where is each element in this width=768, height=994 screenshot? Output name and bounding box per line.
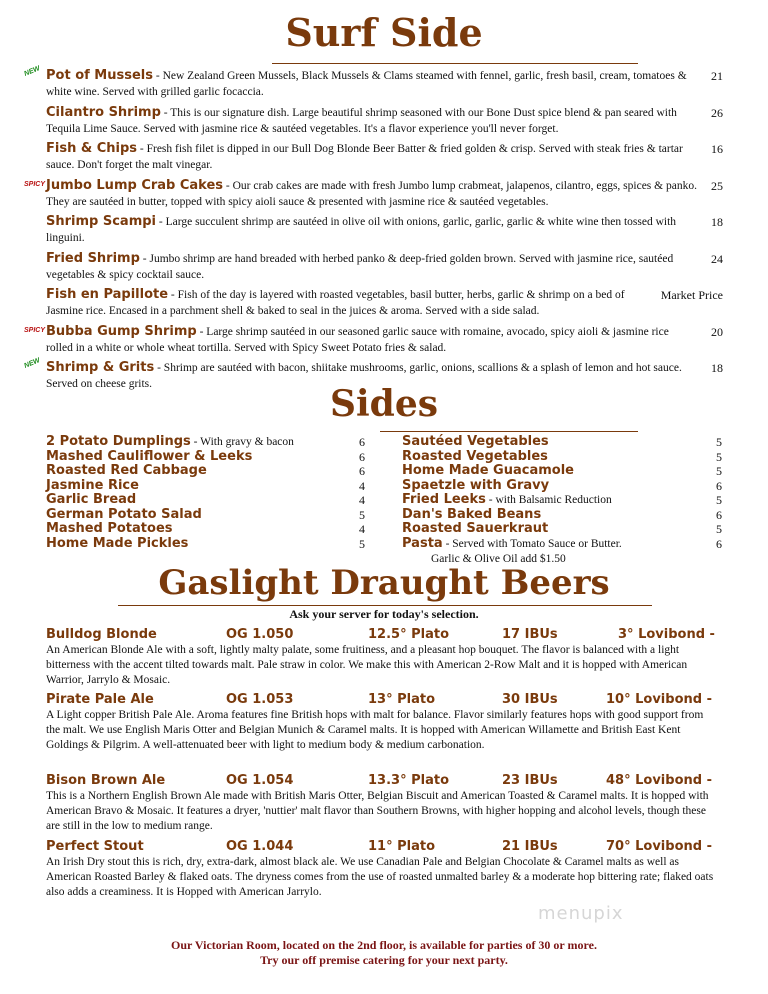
side-price: 5 xyxy=(716,464,722,478)
side-price: 4 xyxy=(359,493,365,507)
side-item xyxy=(46,464,207,479)
dish-description: - Our crab cakes are made with fresh Jumbo lump crabmeat, jalapenos, cilantro, eggs, spices & panko. They are sautéed in butter, topped with spicy aioli sauce & presented with jasmine rice & sautéed vegetables. xyxy=(46,180,697,208)
side-price: 5 xyxy=(716,449,722,464)
beer-plato: 13° Plato xyxy=(368,692,436,707)
side-item xyxy=(402,493,612,508)
beer-ibu: 17 IBUs xyxy=(502,627,558,642)
side-name: Jasmine Rice xyxy=(46,477,139,493)
dish-name: Shrimp & Grits xyxy=(46,360,155,375)
new-badge: NEW xyxy=(23,357,42,370)
beer-plato: 11° Plato xyxy=(368,839,436,854)
side-name: Roasted Sauerkraut xyxy=(402,521,549,536)
dish-description: - Large shrimp sautéed in our seasoned garlic sauce with romaine, avocado, spicy aioli & jasmine rice rolled in a white or whole wheat tortilla. Served with Spicy Sweet Potato fries & salad. xyxy=(46,326,669,354)
beer-description: An Irish Dry stout this is rich, dry, extra-dark, almost black ale. We use Canadian Pale and Belgian Chocolate & Caramel malts as well as American Roasted Barley & flaked oats. The dryness comes from the use of roasted unmalted barley & a moderate hop bittering rate; flaked oats also adds a creaminess. It is Hopped with American Jarrylo. xyxy=(46,856,714,898)
beer-lovibond: 3° Lovibond - xyxy=(618,627,715,642)
side-name: Home Made Guacamole xyxy=(402,463,574,478)
side-note: - Served with Tomato Sauce or Butter. xyxy=(442,537,622,550)
footer-catering: Try our off premise catering for your next party. xyxy=(260,953,508,967)
side-item xyxy=(402,464,574,479)
beer-description: This is a Northern English Brown Ale made with British Maris Otter, Belgian Biscuit and American Toasted & Caramel malts. It is hopped with American Bravo & Mosaic. It features a dryer, 'nuttier' malt flavor than Southern Browns, with higher hopping and alcohol levels, though these are still in the low to medium range. xyxy=(46,790,709,832)
sides-underline xyxy=(380,431,638,432)
dish-name: Pot of Mussels xyxy=(46,68,153,83)
side-price: 5 xyxy=(716,493,722,507)
dish-price: Market Price xyxy=(660,288,723,302)
side-item xyxy=(402,479,549,494)
dish-price: 16 xyxy=(711,142,723,156)
dish-shrimp-scampi xyxy=(46,214,698,246)
beer-lovibond: 10° Lovibond - xyxy=(606,692,712,707)
surf-side-title: Surf Side xyxy=(285,10,483,55)
dish-description: - Large succulent shrimp are sautéed in olive oil with onions, garlic, garlic, garlic & white wine then tossed with linguini. xyxy=(46,216,677,244)
side-item xyxy=(46,435,294,450)
beer-ibu: 23 IBUs xyxy=(502,773,558,788)
side-item xyxy=(46,493,136,508)
side-item xyxy=(46,508,202,523)
title-underline xyxy=(272,63,638,64)
beer-og: OG 1.054 xyxy=(226,773,294,788)
side-note: - With gravy & bacon xyxy=(190,436,294,448)
side-price: 5 xyxy=(359,536,365,551)
beers-underline xyxy=(118,605,652,606)
new-badge: NEW xyxy=(23,65,42,78)
side-note: - with Balsamic Reduction xyxy=(485,494,612,506)
beers-subtitle: Ask your server for today's selection. xyxy=(289,607,479,621)
side-name: Dan's Baked Beans xyxy=(402,506,542,522)
side-name: Home Made Pickles xyxy=(46,535,189,551)
spicy-badge: SPICY xyxy=(24,181,46,188)
side-price: 6 xyxy=(716,507,722,522)
side-price: 5 xyxy=(716,522,722,536)
footer-victorian-room: Our Victorian Room, located on the 2nd floor, is available for parties of 30 or more. xyxy=(171,938,597,952)
dish-name: Shrimp Scampi xyxy=(46,214,157,229)
side-item xyxy=(46,522,173,537)
side-item xyxy=(46,479,139,494)
side-item xyxy=(402,537,622,552)
beer-ibu: 30 IBUs xyxy=(502,692,558,707)
beer-ibu: 21 IBUs xyxy=(502,839,558,854)
beer-og: OG 1.050 xyxy=(226,627,294,642)
beer-name: Perfect Stout xyxy=(46,839,144,854)
beer-name: Pirate Pale Ale xyxy=(46,692,154,707)
beer-description: A Light copper British Pale Ale. Aroma features fine British hops with malt for balance. Flavor similarly features hops with good support from the malt. We use English Maris Otter and Belgian Munich & Caramel malts. It is hopped with American Willamette and British East Kent Goldings & Pilgrim. A well-attenuated beer with light to medium body & medium carbonation. xyxy=(46,709,704,751)
dish-price: 18 xyxy=(711,215,723,229)
side-item xyxy=(46,537,188,552)
side-name: Roasted Vegetables xyxy=(402,448,548,464)
dish-price: 21 xyxy=(711,69,723,83)
dish-price: 18 xyxy=(711,361,723,375)
side-price: 4 xyxy=(359,478,365,493)
dish-fish-and-chips xyxy=(46,141,698,173)
dish-fish-en-papillote xyxy=(46,287,648,319)
side-price: 5 xyxy=(716,435,722,449)
beer-lovibond: 48° Lovibond - xyxy=(606,773,712,788)
side-name: Fried Leeks xyxy=(402,492,486,507)
dish-description: - Fresh fish filet is dipped in our Bull Dog Blonde Beer Batter & fried golden & crisp. Served with steak fries & tartar sauce. Don't forget the malt vinegar. xyxy=(46,143,683,171)
menupix-watermark: menupix xyxy=(538,903,624,924)
side-name: Garlic Bread xyxy=(46,492,137,507)
dish-name: Fish en Papillote xyxy=(46,287,169,302)
dish-name: Fish & Chips xyxy=(46,141,138,156)
side-price: 6 xyxy=(359,464,365,478)
side-name: Spaetzle with Gravy xyxy=(402,477,550,493)
dish-bubba-gump-shrimp xyxy=(46,324,698,356)
dish-description: - New Zealand Green Mussels, Black Mussels & Clams steamed with fennel, garlic, fresh basil, cream, tomatoes & white wine. Served with grilled garlic focaccia. xyxy=(46,70,687,98)
dish-price: 20 xyxy=(711,325,723,339)
dish-price: 25 xyxy=(711,179,723,193)
side-name: Roasted Red Cabbage xyxy=(46,463,207,478)
side-price: 4 xyxy=(359,522,365,536)
side-item xyxy=(402,522,548,537)
sides-title: Sides xyxy=(329,383,439,425)
beer-name: Bison Brown Ale xyxy=(46,773,166,788)
beers-title: Gaslight Draught Beers xyxy=(158,563,610,603)
dish-description: - Shrimp are sautéed with bacon, shiitake mushrooms, garlic, onions, scallions & a splash of lemon and hot sauce. Served on cheese grits. xyxy=(46,362,682,390)
side-name: Sautéed Vegetables xyxy=(402,434,549,449)
side-name: Mashed Potatoes xyxy=(46,521,173,536)
side-item xyxy=(402,435,549,450)
dish-name: Bubba Gump Shrimp xyxy=(46,324,197,339)
dish-description: - This is our signature dish. Large beautiful shrimp seasoned with our Bone Dust spice blend & pan seared with Tequila Lime Sauce. Served with jasmine rice & sautéed vegetables. It's a flavor experience you'll never forget. xyxy=(46,107,677,135)
dish-fried-shrimp xyxy=(46,251,698,283)
dish-name: Cilantro Shrimp xyxy=(46,105,161,120)
dish-price: 26 xyxy=(711,106,723,120)
side-price: 5 xyxy=(359,507,365,522)
side-price: 6 xyxy=(359,449,365,464)
side-price: 6 xyxy=(359,435,365,449)
side-item xyxy=(402,508,541,523)
side-name: German Potato Salad xyxy=(46,506,202,522)
beer-plato: 13.3° Plato xyxy=(368,773,450,788)
beer-plato: 12.5° Plato xyxy=(368,627,450,642)
beer-og: OG 1.053 xyxy=(226,692,294,707)
side-item xyxy=(402,450,548,465)
dish-jumbo-lump-crab-cakes xyxy=(46,178,698,210)
pasta-addon-note: Garlic & Olive Oil add $1.50 xyxy=(431,553,566,565)
dish-description: - Fish of the day is layered with roasted vegetables, basil butter, herbs, garlic & shrimp on a bed of Jasmine rice. Encased in a parchment shell & baked to seal in the juices & aroma. Served with a side salad. xyxy=(46,289,625,317)
dish-cilantro-shrimp xyxy=(46,105,698,137)
dish-pot-of-mussels xyxy=(46,68,698,100)
spicy-badge: SPICY xyxy=(24,327,46,334)
dish-description: - Jumbo shrimp are hand breaded with herbed panko & deep-fried golden brown. Served with jasmine rice, sautéed vegetables & spicy cocktail sauce. xyxy=(46,253,674,281)
side-price: 6 xyxy=(716,536,722,551)
beer-og: OG 1.044 xyxy=(226,839,294,854)
dish-name: Jumbo Lump Crab Cakes xyxy=(46,178,224,193)
side-price: 6 xyxy=(716,478,722,493)
beer-description: An American Blonde Ale with a soft, lightly malty palate, some fruitiness, and a pleasant hop bouquet. The flavor is balanced with a light bitterness with the accent tilted towards malt. Pale straw in color. We make this with American 2-Row Malt and it is hopped with American Warrior, Jarrylo & Mosaic. xyxy=(46,644,688,686)
beer-name: Bulldog Blonde xyxy=(46,627,157,642)
side-item xyxy=(46,450,252,465)
dish-name: Fried Shrimp xyxy=(46,251,140,266)
beer-lovibond: 70° Lovibond - xyxy=(606,839,712,854)
side-name: Mashed Cauliflower & Leeks xyxy=(46,448,253,464)
side-name: 2 Potato Dumplings xyxy=(46,434,191,449)
side-name: Pasta xyxy=(402,535,443,551)
dish-price: 24 xyxy=(711,252,723,266)
